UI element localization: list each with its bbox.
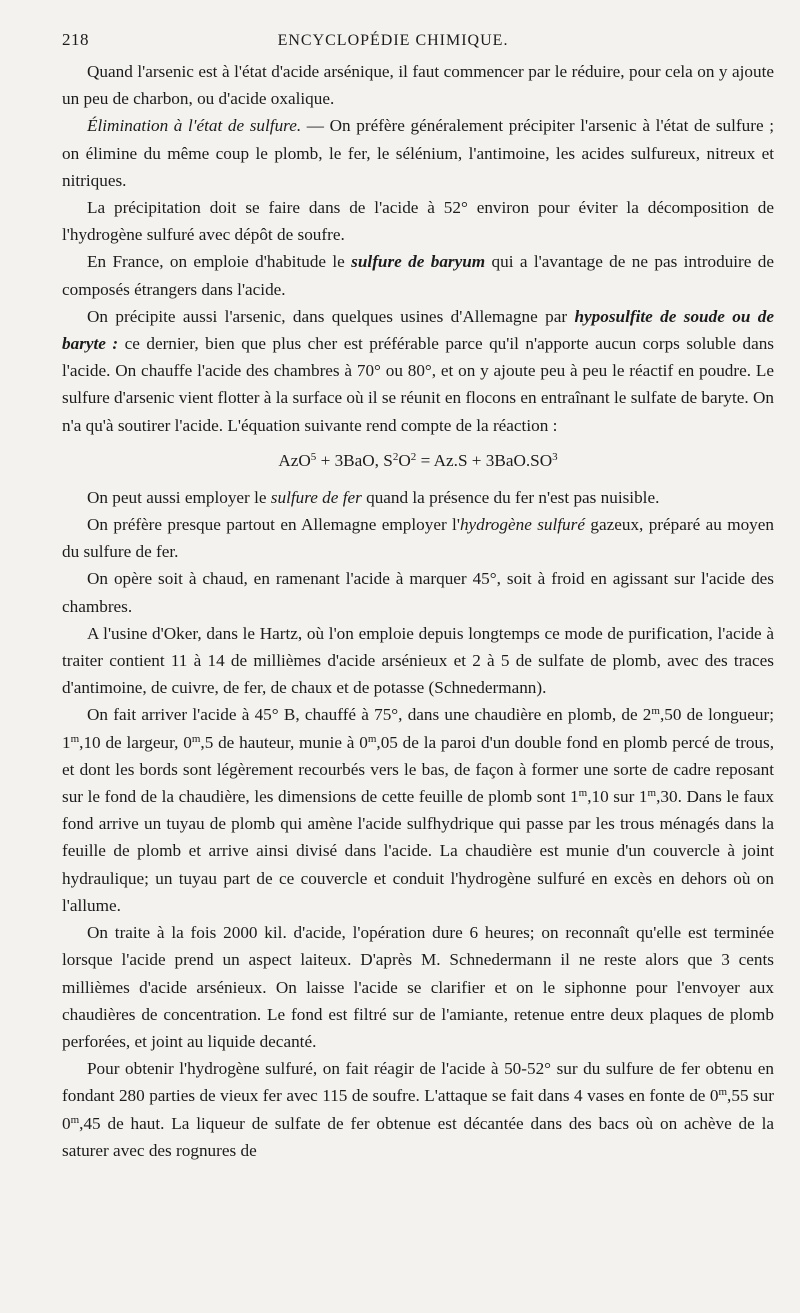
equation-part: O [398, 450, 411, 470]
paragraph-text: quand la présence du fer n'est pas nuisible. [361, 487, 660, 507]
unit-superscript: m [718, 1086, 728, 1099]
paragraph-text: qui a l'avantage de ne pas introduire de composés étrangers dans l'acide. [62, 252, 774, 299]
paragraph [62, 620, 774, 702]
equation-superscript: 5 [310, 450, 317, 463]
paragraph-text: La précipitation doit se faire dans de l'acide à 52 [87, 198, 461, 218]
paragraph [62, 701, 774, 919]
paragraph-text: ,45 de haut. La liqueur de sulfate de fer obtenue est décantée dans des bacs où on achève de la saturer avec des rognures de [62, 1113, 774, 1160]
paragraph-text: ,30. Dans le faux fond arrive un tuyau de plomb qui amène l'acide sulfhydrique qui passe par les trous ménagés dans la feuille de plomb et arrive ainsi divisé dans l'acide. La chaudière est munie d'un couvercle à joint hydraulique; un tuyau part de ce couvercle et conduit l'hydrogène sulfuré en excès en dehors où on l'allume. [62, 787, 774, 915]
unit-superscript: m [70, 1113, 80, 1126]
chemical-equation [62, 447, 774, 474]
paragraph-text: On peut aussi employer le [87, 487, 271, 507]
paragraph [62, 511, 774, 565]
running-title: ENCYCLOPÉDIE CHIMIQUE. [277, 32, 509, 49]
paragraph [62, 194, 774, 248]
paragraph-text: ,50 de longueur; 1 [62, 705, 774, 752]
paragraph-text: A l'usine d'Oker, dans le Hartz, où l'on emploie depuis longtemps ce mode de purification, l'acide à traiter contient 11 à 14 de millièmes d'acide arsénieux et 2 à 5 de sulfate de plomb, avec des traces d'antimoine, de cuivre, de fer, de chaux et de potasse (Schnedermann). [62, 623, 774, 698]
equation-superscript: 2 [392, 450, 399, 463]
unit-superscript: m [647, 787, 657, 800]
unit-superscript: m [367, 732, 377, 745]
paragraph-text: ,55 sur 0 [62, 1086, 774, 1133]
paragraph [62, 484, 774, 511]
emphasis: hydrogène sulfuré [459, 515, 585, 535]
paragraph-text: On précipite aussi l'arsenic, dans quelques usines d'Allemagne par [87, 306, 575, 326]
paragraph-text: On opère soit à chaud, en ramenant l'acide à marquer 45°, soit à froid en agissant sur l'acide des chambres. [62, 569, 774, 616]
paragraph-text: ° environ pour éviter la décomposition de l'hydrogène sulfuré avec dépôt de soufre. [62, 198, 774, 245]
unit-superscript: m [578, 787, 588, 800]
paragraph-text: On préfère presque partout en Allemagne employer l' [87, 515, 460, 535]
paragraph [62, 112, 774, 194]
paragraph-text: Pour obtenir l'hydrogène sulfuré, on fait réagir de l'acide à 50-52° sur du sulfure de fer obtenu en fondant 280 parties de vieux fer avec 115 de soufre. L'attaque se fait dans 4 vases en fonte de 0 [62, 1059, 774, 1106]
unit-superscript: m [70, 732, 80, 745]
equation-superscript: 3 [552, 450, 558, 463]
paragraph [62, 303, 774, 439]
paragraph [62, 248, 774, 302]
paragraph [62, 1055, 774, 1164]
paragraph [62, 919, 774, 1055]
paragraph-text: En France, on emploie d'habitude le [87, 252, 352, 272]
unit-superscript: m [191, 732, 201, 745]
paragraph-text: On fait arriver l'acide à 45° B, chauffé à 75°, dans une chaudière en plomb, de 2 [87, 705, 652, 725]
paragraph-text: Quand l'arsenic est à l'état d'acide arsénique, il faut commencer par le réduire, pour cela on y ajoute un peu de charbon, ou d'acide oxalique. [62, 62, 774, 109]
page-body [62, 58, 774, 1164]
section-heading: Élimination à l'état de sulfure. [87, 116, 302, 136]
paragraph-text: ce dernier, bien que plus cher est préférable parce qu'il n'apporte aucun corps soluble dans l'acide. On chauffe l'acide des chambres à 70° ou 80°, et on y ajoute peu à peu le réactif en poudre. Le sulfure d'arsenic vient flotter à la surface où il se réunit en flocons en entraînant le sulfate de baryte. On n'a qu'à soutirer l'acide. L'équation suivante rend compte de la réaction : [62, 334, 774, 435]
paragraph-text: gazeux, préparé au moyen du sulfure de fer. [62, 515, 775, 562]
paragraph-text: ,10 sur 1 [587, 787, 648, 807]
equation-superscript: 2 [410, 450, 417, 463]
paragraph-text: — On préfère généralement précipiter l'arsenic à l'état de sulfure ; on élimine du même coup le plomb, le fer, le sélénium, l'antimoine, les acides sulfureux, nitreux et nitriques. [62, 116, 774, 190]
equation-part: + 3BaO, S [316, 450, 393, 470]
paragraph [62, 58, 774, 112]
equation-part: AzO [278, 450, 311, 470]
emphasis: sulfure de fer [270, 487, 362, 507]
paragraph [62, 565, 774, 619]
equation-part: = Az.S + 3BaO.SO [416, 450, 553, 470]
unit-superscript: m [651, 705, 660, 718]
emphasis: hyposulfite de soude ou de baryte : [62, 306, 774, 354]
page-number: 218 [62, 30, 89, 49]
emphasis: sulfure de baryum [351, 252, 486, 272]
paragraph-text: ,10 de largeur, 0 [79, 732, 192, 752]
paragraph-text: On traite à la fois 2000 kil. d'acide, l'opération dure 6 heures; on reconnaît qu'elle est terminée lorsque l'acide prend un aspect laiteux. D'après M. Schnedermann il ne reste alors que 3 cents millièmes d'acide arsénieux. On laisse l'acide se clarifier et on le siphonne pour l'envoyer aux chaudières de concentration. Le fond est filtré sur de l'amiante, retenue entre deux plaques de plomb perforées, et joint au liquide decanté. [62, 923, 774, 1051]
paragraph-text: ,5 de hauteur, munie à 0 [200, 732, 368, 752]
paragraph-text: ,05 de la paroi d'un double fond en plomb percé de trous, et dont les bords sont légèrement recourbés vers le bas, de façon à former une sorte de cadre reposant sur le fond de la chaudière, les dimensions de cette feuille de plomb sont 1 [62, 732, 774, 807]
page-header [62, 30, 774, 58]
